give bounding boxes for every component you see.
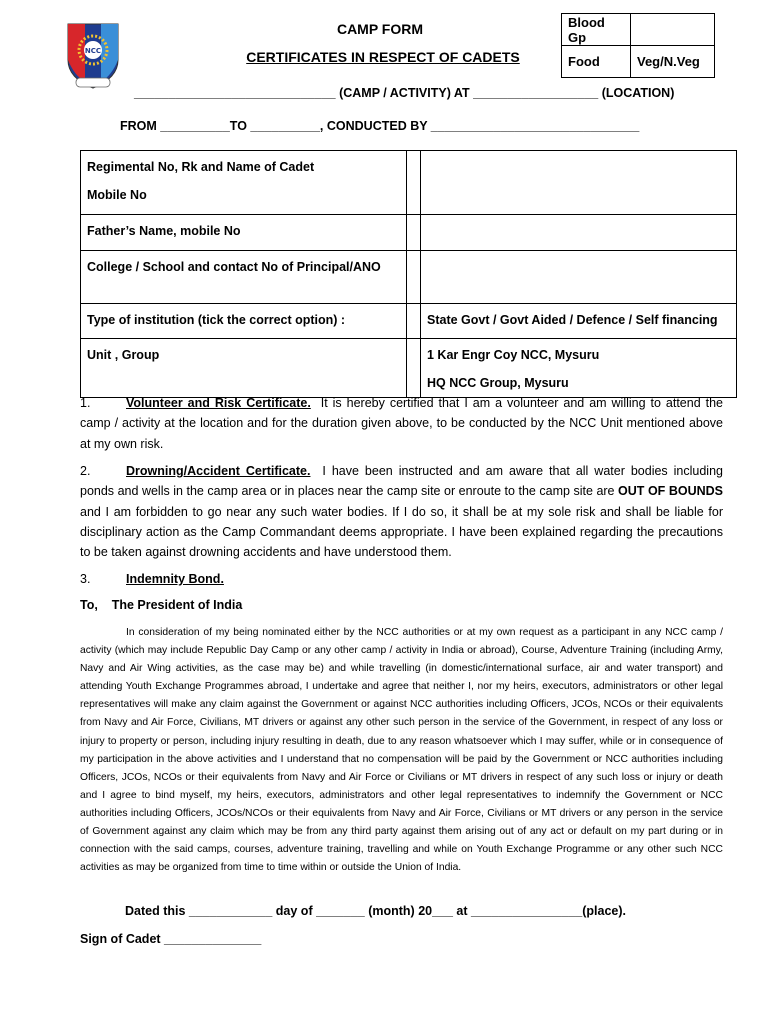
father-name-label: Father’s Name, mobile No [81, 215, 407, 251]
form-subtitle: CERTIFICATES IN RESPECT OF CADETS [246, 49, 520, 65]
spacer-cell [407, 251, 421, 304]
blood-group-field[interactable] [631, 14, 715, 46]
cadet-details-table [80, 150, 737, 398]
volunteer-certificate [80, 393, 723, 454]
logo-text: NCC [84, 47, 102, 55]
college-field[interactable] [421, 251, 737, 304]
form-title: CAMP FORM [336, 21, 424, 37]
food-label: Food [562, 46, 631, 78]
section-number: 1. [80, 396, 91, 410]
section-title: Drowning/Accident Certificate. [126, 464, 311, 478]
section-number: 3. [80, 572, 91, 586]
spacer-cell [407, 215, 421, 251]
cadet-name-field[interactable] [421, 151, 737, 215]
bond-text: In consideration of my being nominated either by the NCC authorities or at my own request as a participant in any NCC camp / activity (which may include Republic Day Camp or any other camp / activity in India or abroad), Course, Adventure Training (including Army, Navy and Air Wing activities, as the case may be) and while travelling (in domestic/international surface, air and water transport) and attending Youth Exchange Programmes abroad, I undertake and agree that neither I, nor my heirs, executors, administrators or other legal representatives will make any claim against the Government or against NCC authorities including Officers, JCOs, NCOs or their equivalents from Navy and Air Force, Civilians, MT drivers or against any other such person in the service of the Government, in respect of any loss or injury to property or person, including injury resulting in death, due to any reason whatsoever which I may suffer, while or in consequence of my participation in the above activities and I understand that no compensation will be paid by the Government or NCC authorities including Officers, JCOs, NCOs or their equivalents from Navy and Air Force or Civilians or MT drivers in respect of any such loss or injury or death and I agree to bind myself, my heirs, executors, administrators and other legal representatives to indemnify the Government or NCC authorities including Officers, JCOs/NCOs or their equivalents from Navy and Air Force, Civilians or MT drivers or any person in the service of Government against any claim which may be from any third party against them arising out of any act or default on my part during or in connection with the said camps, courses, adventure training, travelling and while on Youth Exchange Programme or any other such NCC activities as may be organized from time to time within or outside the Union of India. [80, 627, 723, 874]
unit-group-value [421, 339, 737, 398]
ncc-crest-icon [64, 20, 122, 92]
indemnity-bond-text [80, 624, 723, 877]
institution-type-options[interactable]: State Govt / Govt Aided / Defence / Self financing [421, 304, 737, 339]
group-value: HQ NCC Group, Mysuru [427, 376, 569, 390]
blood-group-label: Blood Gp [562, 14, 631, 46]
spacer-cell [407, 151, 421, 215]
college-label: College / School and contact No of Principal/ANO [81, 251, 407, 304]
section-title: Indemnity Bond. [126, 572, 224, 586]
section-text-a: I have been instructed and am aware that all water bodies including ponds and wells in the camp area or in places near the camp site or enroute to the camp site are [80, 464, 723, 499]
spacer-cell [407, 304, 421, 339]
dated-line[interactable]: Dated this ____________ day of _______ (month) 20___ at ________________(place). [125, 904, 627, 918]
camp-location-line[interactable]: _____________________________ (CAMP / ACTIVITY) AT __________________ (LOCATION) [134, 86, 675, 100]
dates-conducted-line[interactable]: FROM __________TO __________, CONDUCTED BY ______________________________ [120, 119, 640, 133]
food-field[interactable]: Veg/N.Veg [631, 46, 715, 78]
drowning-certificate [80, 461, 723, 562]
mobile-label: Mobile No [87, 188, 147, 202]
section-number: 2. [80, 464, 91, 478]
unit-value: 1 Kar Engr Coy NCC, Mysuru [427, 348, 600, 362]
section-text: It is hereby certified that I am a volunteer and am willing to attend the camp / activity at the location and for the duration given above, to be conducted by the NCC Unit mentioned above at my own risk. [80, 396, 723, 451]
addressee-line: To, The President of India [80, 598, 243, 612]
cadet-signature-line[interactable]: Sign of Cadet ______________ [80, 932, 262, 946]
father-name-field[interactable] [421, 215, 737, 251]
cadet-name-label: Regimental No, Rk and Name of Cadet [87, 160, 315, 174]
section-title: Volunteer and Risk Certificate. [126, 396, 311, 410]
blood-food-box [561, 13, 715, 78]
cadet-name-cell [81, 151, 407, 215]
indemnity-heading [80, 569, 723, 589]
out-of-bounds-text: OUT OF BOUNDS [618, 484, 723, 499]
section-text-b: and I am forbidden to go near any such water bodies. If I do so, it shall be at my sole risk and shall be liable for disciplinary action as the Camp Commandant deems appropriate. I have been explained regarding the precautions to be taken against drowning accidents and have understood them. [80, 504, 723, 560]
institution-type-label: Type of institution (tick the correct option) : [81, 304, 407, 339]
unit-group-label: Unit , Group [81, 339, 407, 398]
spacer-cell [407, 339, 421, 398]
